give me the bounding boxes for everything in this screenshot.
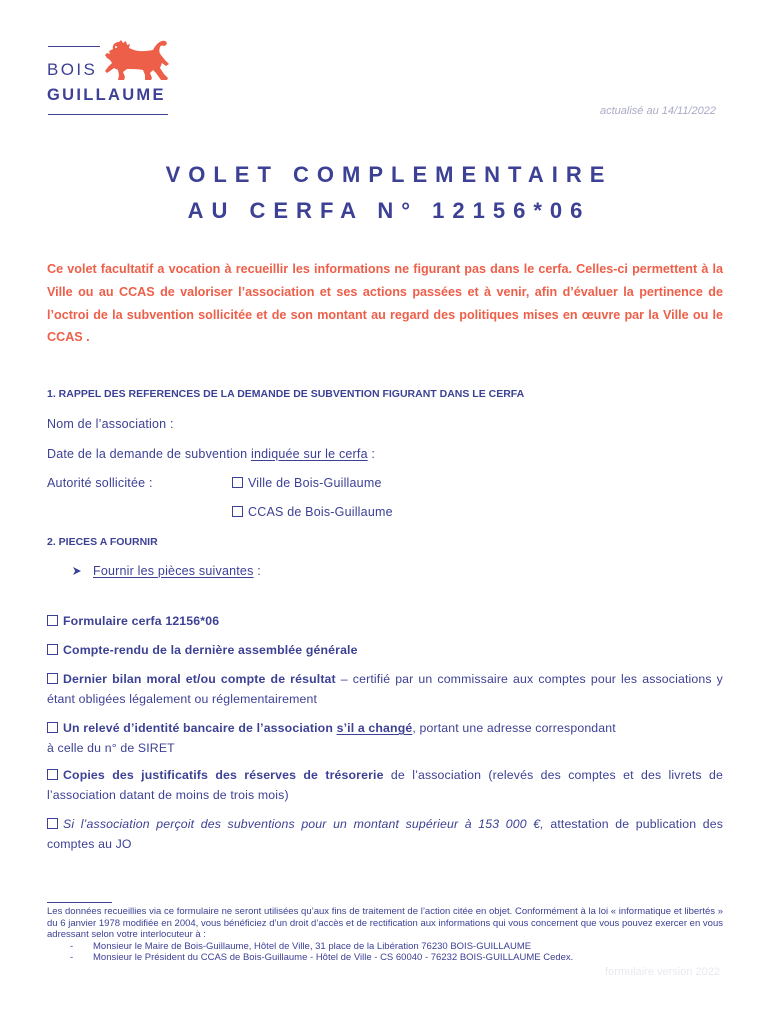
item-description-line-2: à celle du n° de SIRET <box>47 741 175 755</box>
document-item-assembly-report <box>47 640 723 660</box>
logo-text-guillaume: GUILLAUME <box>47 86 166 104</box>
item-description: de l’association (relevés des comptes et des livrets de l’association datant de moins de trois mois) <box>47 768 723 802</box>
empty-checkbox-icon[interactable] <box>47 769 58 780</box>
empty-checkbox-icon[interactable] <box>47 615 58 626</box>
intro-paragraph: Ce volet facultatif a vocation à recueillir les informations ne figurant pas dans le cerfa. Celles-ci permettent à la Ville ou au CCAS de valoriser l’association et ses actions passées et à venir, afin d’évaluer la pertinence de l’octroi de la subvention sollicitée et de son montant au regard des politiques mises en œuvre par la Ville ou le CCAS . <box>47 262 723 345</box>
logo-bottom-rule <box>48 114 168 115</box>
empty-checkbox-icon[interactable] <box>47 673 58 684</box>
arrow-bullet-icon <box>72 566 82 576</box>
empty-checkbox-icon[interactable] <box>47 818 58 829</box>
contact-text: Monsieur le Maire de Bois-Guillaume, Hôtel de Ville, 31 place de la Libération 76230 BOIS-GUILLAUME <box>93 941 532 952</box>
document-item-cerfa <box>47 611 723 631</box>
section-1-heading: 1. RAPPEL DES REFERENCES DE LA DEMANDE DE SUBVENTION FIGURANT DANS LE CERFA <box>47 388 525 400</box>
privacy-notice: Les données recueillies via ce formulaire ne seront utilisées qu’aux fins de traitement de l’action citée en objet. Conformément à la loi « informatique et libertés » du 6 janvier 1978 modifiée en 2004, vous bénéficiez d’un droit d’accès et de rectification aux informations qui vous concernent que vous pouvez exercer en vous adressant selon votre interlocuteur à : <box>47 906 723 941</box>
item-description: attestation de publication des comptes au JO <box>47 817 723 851</box>
list-dash: - <box>70 952 74 963</box>
logo-text-bois: BOIS <box>47 60 98 79</box>
item-title: Un relevé d’identité bancaire de l’association <box>63 721 337 735</box>
documents-instruction-text: Fournir les pièces suivantes <box>93 564 254 578</box>
item-description: , portant une adresse correspondant <box>412 721 616 735</box>
authority-option-ville-label: Ville de Bois-Guillaume <box>248 476 382 490</box>
item-condition: Si l’association perçoit des subventions pour un montant supérieur à 153 000 €, <box>63 817 544 831</box>
authority-option-ccas[interactable] <box>232 503 393 521</box>
title-line-1: VOLET COMPLEMENTAIRE <box>165 162 613 187</box>
update-date: actualisé au 14/11/2022 <box>600 105 716 117</box>
document-item-accounts-publication <box>47 814 723 854</box>
association-name-label: Nom de l’association : <box>47 417 174 431</box>
item-description: – certifié par un commissaire aux comptes pour les associations y étant obligées légalement ou réglementairement <box>47 672 723 706</box>
footer-contact-ccas <box>70 952 573 964</box>
documents-instruction <box>72 562 261 580</box>
footer-contact-mayor <box>70 941 531 953</box>
empty-checkbox-icon[interactable] <box>47 644 58 655</box>
document-title <box>0 157 770 229</box>
empty-checkbox-icon[interactable] <box>47 722 58 733</box>
item-title: Copies des justificatifs des réserves de trésorerie <box>63 768 384 782</box>
item-title: Dernier bilan moral et/ou compte de résultat <box>63 672 336 686</box>
request-date-label-underlined: indiquée sur le cerfa <box>250 447 368 461</box>
item-title: Formulaire cerfa 12156*06 <box>63 614 220 628</box>
documents-instruction-suffix: : <box>253 564 261 578</box>
document-item-treasury-proof <box>47 765 723 805</box>
authority-option-ville[interactable] <box>232 474 382 492</box>
title-line-2: AU CERFA N° 12156*06 <box>187 198 591 223</box>
footnote-rule <box>47 902 112 903</box>
request-date-label-suffix: : <box>367 447 376 461</box>
form-version: formulaire version 2022 <box>605 966 720 978</box>
section-2-heading: 2. PIECES A FOURNIR <box>47 536 158 548</box>
request-date-label-text: Date de la demande de subvention <box>47 447 251 461</box>
document-item-bank-details <box>47 718 723 758</box>
authority-label: Autorité sollicitée : <box>47 476 153 490</box>
item-condition: s’il a changé <box>336 721 413 735</box>
empty-checkbox-icon[interactable] <box>232 477 243 488</box>
authority-option-ccas-label: CCAS de Bois-Guillaume <box>248 505 393 519</box>
request-date-label <box>47 445 375 463</box>
document-item-financial-report <box>47 669 723 709</box>
contact-text: Monsieur le Président du CCAS de Bois-Guillaume - Hôtel de Ville - CS 60040 - 76232 BOIS-GUILLAUME Cedex. <box>93 952 574 963</box>
empty-checkbox-icon[interactable] <box>232 506 243 517</box>
list-dash: - <box>70 941 74 952</box>
item-title: Compte-rendu de la dernière assemblée générale <box>63 643 358 657</box>
logo-top-rule <box>48 46 100 47</box>
lion-icon <box>104 39 170 81</box>
